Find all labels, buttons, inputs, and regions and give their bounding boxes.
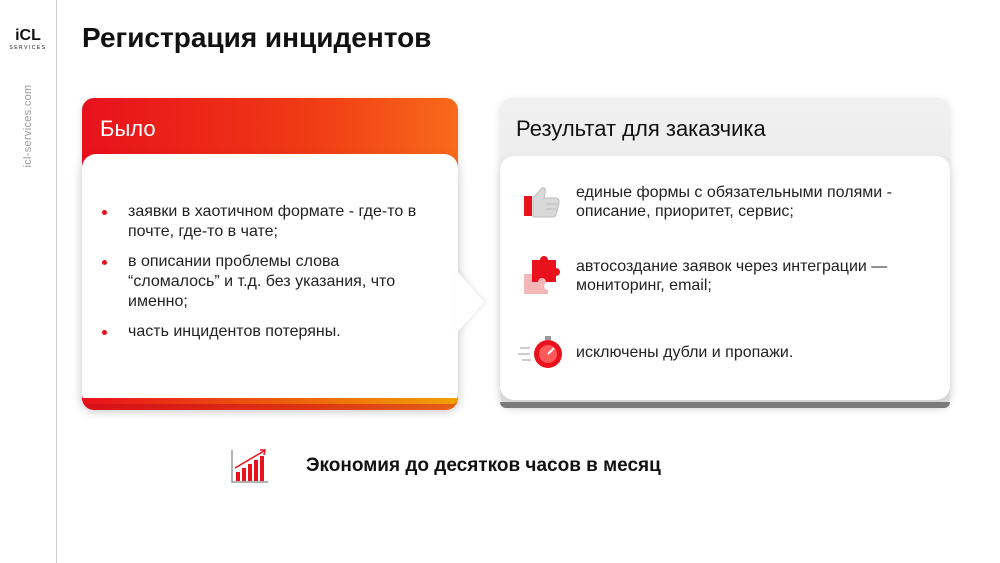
arrow-right-icon <box>456 270 484 334</box>
result-card-body <box>500 156 950 400</box>
result-heading: Результат для заказчика <box>516 116 766 141</box>
result-item <box>518 332 936 372</box>
list-item-text: заявки в хаотичном формате - где-то в почте, где-то в чате; <box>128 203 417 240</box>
list-item <box>102 252 432 312</box>
result-card <box>500 98 950 408</box>
page-title: Регистрация инцидентов <box>82 22 432 53</box>
bullet-icon <box>102 260 107 265</box>
before-heading: Было <box>100 116 156 141</box>
before-card-body <box>82 154 458 404</box>
result-item-text: исключены дубли и пропажи. <box>576 343 794 361</box>
result-item-text: единые формы с обязательными полями - описание, приоритет, сервис; <box>576 184 892 220</box>
bullet-icon <box>102 330 107 335</box>
stopwatch-icon <box>518 332 564 372</box>
logo-main-text: iCL <box>15 27 41 44</box>
bullet-icon <box>102 210 107 215</box>
list-item <box>102 202 432 242</box>
site-url: icl-services.com <box>22 84 34 168</box>
company-logo <box>8 28 48 51</box>
economy-row <box>230 448 661 484</box>
result-item <box>518 256 936 296</box>
logo-sub-text: SERVICES <box>9 45 47 51</box>
left-rail <box>0 0 57 563</box>
before-card <box>82 98 458 410</box>
result-item-text: автосоздание заявок через интеграции — мониторинг, email; <box>576 258 888 294</box>
thumbs-up-icon <box>518 182 564 222</box>
list-item-text: часть инцидентов потеряны. <box>128 323 341 340</box>
list-item <box>102 322 432 342</box>
before-list <box>102 202 432 352</box>
gradient-underline <box>82 398 458 404</box>
economy-text: Экономия до десятков часов в месяц <box>306 455 661 476</box>
list-item-text: в описании проблемы слова “сломалось” и т.д. без указания, что именно; <box>128 253 396 310</box>
puzzle-icon <box>518 256 564 296</box>
growth-chart-icon <box>230 448 270 484</box>
result-item <box>518 182 936 222</box>
grey-underline <box>500 402 950 408</box>
